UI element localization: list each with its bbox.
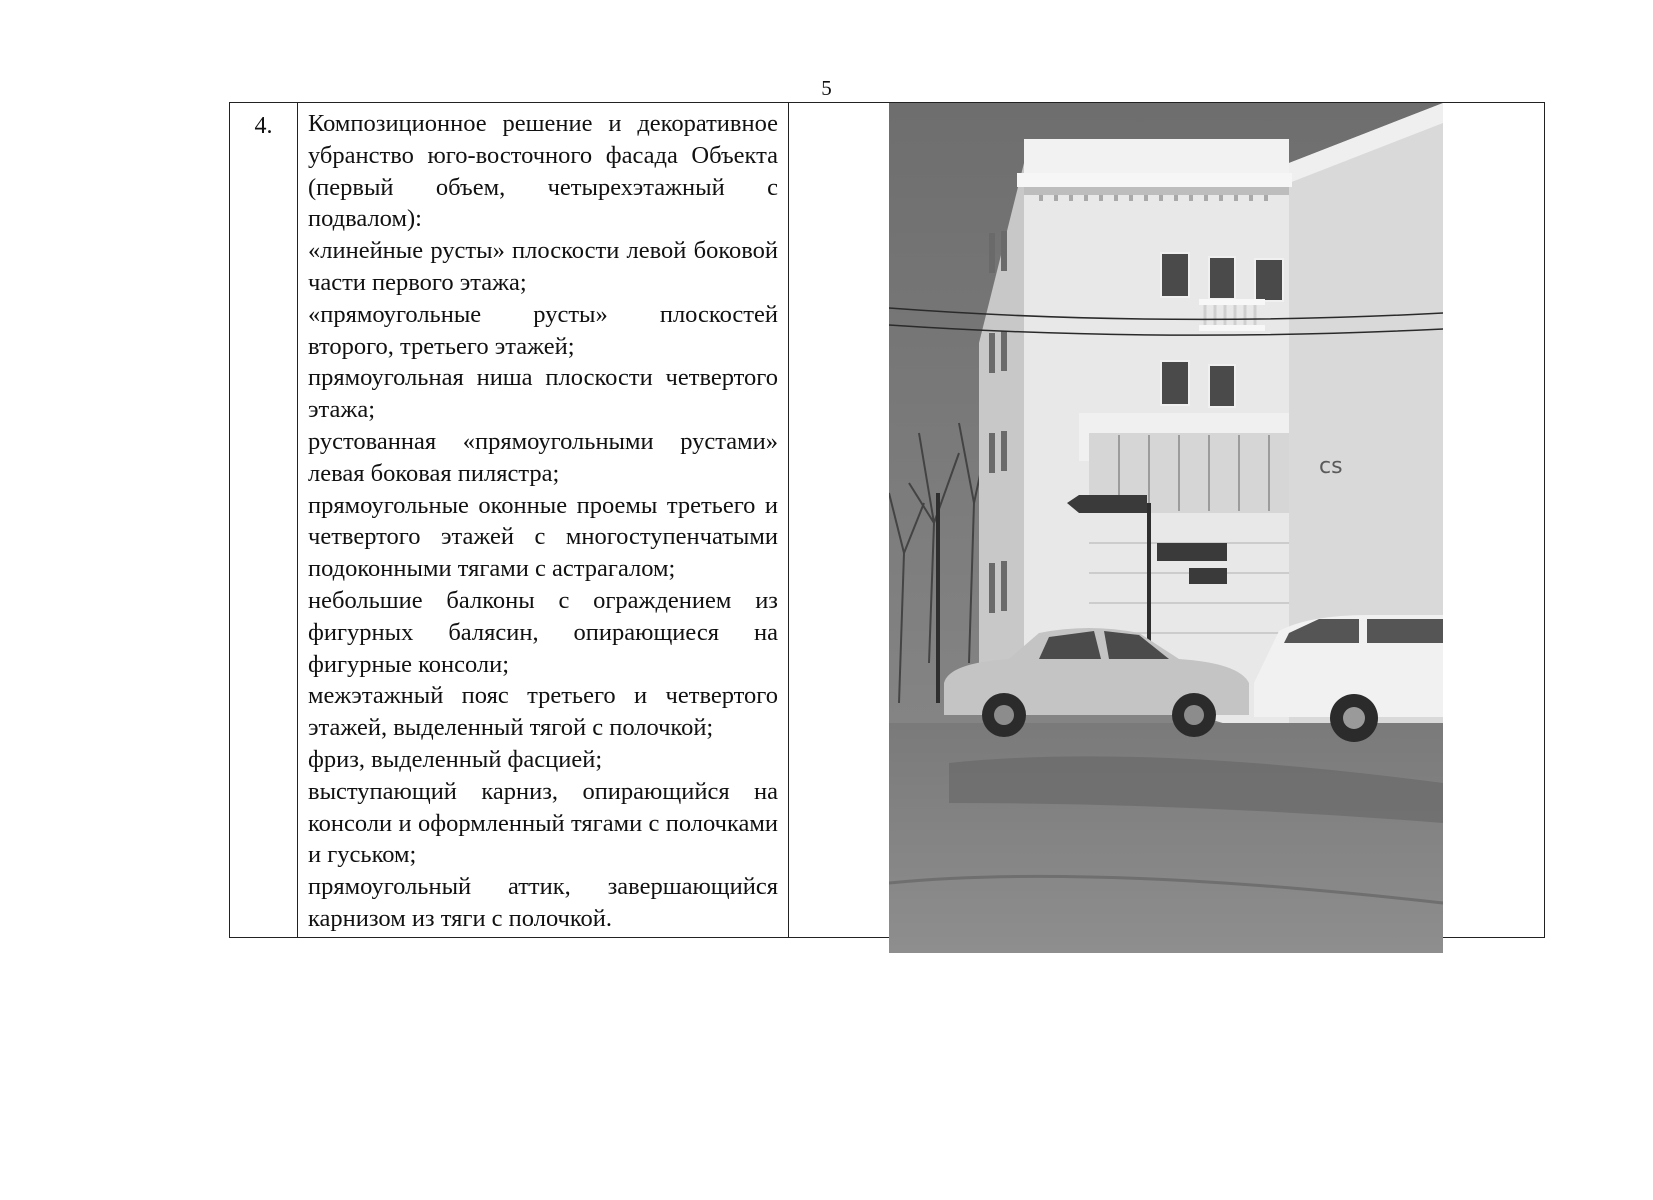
list-item: прямоугольная ниша плоскости четвертого этажа;: [308, 364, 778, 424]
description-cell: [298, 103, 789, 938]
list-item: «линейные русты» плоскости левой боковой части первого этажа;: [308, 237, 778, 296]
list-item: рустованная «прямоугольными рустами» левая боковая пилястра;: [308, 427, 778, 487]
photo-cell: [789, 103, 1545, 938]
list-item: «прямоугольные русты» плоскостей второго, третьего этажей;: [308, 300, 778, 360]
page-number: 5: [821, 76, 832, 100]
facade-photo-drawing: [889, 103, 1443, 953]
list-item: фриз, выделенный фасцией;: [308, 745, 603, 773]
svg-text:cs: cs: [1319, 454, 1343, 479]
list-item: прямоугольный аттик, завершающийся карнизом из тяги с полочкой.: [308, 873, 778, 932]
monument-subject-table: [229, 102, 1545, 938]
list-item: небольшие балконы с ограждением из фигурных балясин, опирающиеся на фигурные консоли;: [308, 586, 778, 678]
list-item: межэтажный пояс третьего и четвертого этажей, выделенный тягой с полочкой;: [308, 682, 778, 742]
list-item: прямоугольные оконные проемы третьего и четвертого этажей с многоступенчатыми подоконными тягами с астрагалом;: [308, 491, 778, 583]
list-item: выступающий карниз, опирающийся на консоли и оформленный тягами с полочками и гуськом;: [308, 777, 778, 869]
table-row: [230, 103, 1545, 938]
description-text: [298, 103, 788, 937]
building-facade-photo: [889, 103, 1443, 953]
row-number: 4.: [230, 103, 298, 938]
description-intro: Композиционное решение и декоративное убранство юго-восточного фасада Объекта (первый объем, четырехэтажный с подвалом):: [308, 110, 778, 233]
